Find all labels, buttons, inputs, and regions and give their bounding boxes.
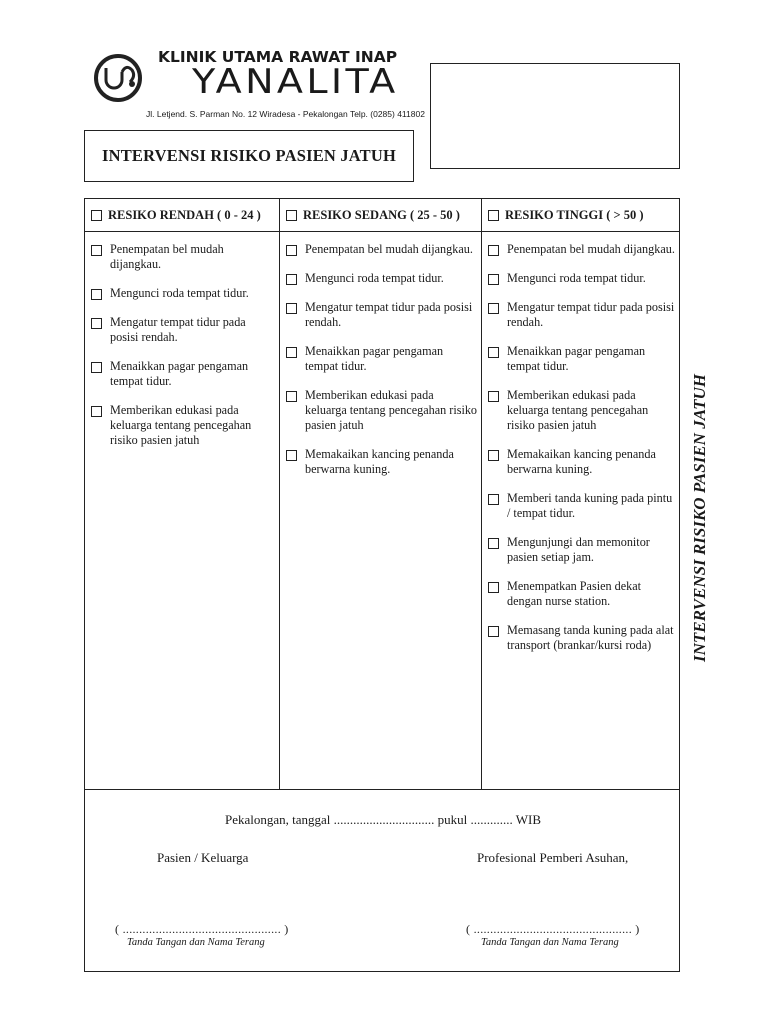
checkbox-low-risk[interactable] bbox=[91, 210, 102, 221]
heading-medium-risk[interactable]: RESIKO SEDANG ( 25 - 50 ) bbox=[286, 208, 460, 223]
high-risk-list bbox=[488, 242, 676, 667]
checkbox[interactable] bbox=[488, 450, 499, 461]
checklist-item-label: Mengatur tempat tidur pada posisi rendah. bbox=[305, 300, 473, 329]
low-risk-list bbox=[91, 242, 275, 462]
checkbox[interactable] bbox=[488, 303, 499, 314]
risk-intervention-table bbox=[84, 198, 680, 972]
checkbox[interactable] bbox=[488, 391, 499, 402]
checkbox[interactable] bbox=[91, 362, 102, 373]
checklist-item[interactable] bbox=[488, 579, 676, 609]
side-vertical-title: INTERVENSI RISIKO PASIEN JATUH bbox=[690, 374, 709, 662]
checkbox[interactable] bbox=[286, 391, 297, 402]
checklist-item-label: Penempatan bel mudah dijangkau. bbox=[305, 242, 473, 256]
checklist-item-label: Mengatur tempat tidur pada posisi rendah. bbox=[507, 300, 675, 329]
checkbox[interactable] bbox=[488, 347, 499, 358]
stethoscope-logo-icon bbox=[92, 50, 148, 106]
checklist-item-label: Memasang tanda kuning pada alat transport (brankar/kursi roda) bbox=[507, 623, 674, 652]
checklist-item-label: Menaikkan pagar pengaman tempat tidur. bbox=[110, 359, 249, 388]
checklist-item-label: Menaikkan pagar pengaman tempat tidur. bbox=[305, 344, 444, 373]
patient-signature-caption: Tanda Tangan dan Nama Terang bbox=[127, 937, 265, 948]
patient-signature-field[interactable]: ( ................................................ ) bbox=[115, 922, 289, 936]
professional-signature-field[interactable]: ( ................................................ ) bbox=[466, 922, 640, 936]
checklist-item-label: Menempatkan Pasien dekat dengan nurse station. bbox=[507, 579, 642, 608]
form-title: INTERVENSI RISIKO PASIEN JATUH bbox=[84, 130, 414, 182]
checklist-item[interactable] bbox=[488, 300, 676, 330]
checkbox[interactable] bbox=[488, 582, 499, 593]
checklist-item-label: Penempatan bel mudah dijangkau. bbox=[507, 242, 675, 256]
checklist-item[interactable] bbox=[488, 242, 676, 257]
checklist-item[interactable] bbox=[91, 403, 275, 448]
checklist-item-label: Memakaikan kancing penanda berwarna kuning. bbox=[507, 447, 656, 476]
clinic-address: Jl. Letjend. S. Parman No. 12 Wiradesa - Pekalongan Telp. (0285) 411802 bbox=[146, 109, 425, 119]
checklist-item[interactable] bbox=[91, 286, 275, 301]
checkbox[interactable] bbox=[286, 303, 297, 314]
checkbox-high-risk[interactable] bbox=[488, 210, 499, 221]
checklist-item-label: Memberikan edukasi pada keluarga tentang pencegahan risiko pasien jatuh bbox=[305, 388, 478, 432]
date-time-line: Pekalongan, tanggal ............................... pukul ............. WIB bbox=[224, 812, 542, 827]
checklist-item[interactable] bbox=[488, 388, 676, 433]
checklist-item-label: Mengunjungi dan memonitor pasien setiap jam. bbox=[507, 535, 650, 564]
checklist-item-label: Mengunci roda tempat tidur. bbox=[110, 286, 249, 300]
checklist-item-label: Menaikkan pagar pengaman tempat tidur. bbox=[507, 344, 646, 373]
checkbox[interactable] bbox=[286, 245, 297, 256]
checklist-item[interactable] bbox=[91, 315, 275, 345]
checkbox[interactable] bbox=[91, 245, 102, 256]
professional-signature-caption: Tanda Tangan dan Nama Terang bbox=[481, 937, 619, 948]
checklist-item[interactable] bbox=[488, 535, 676, 565]
checklist-item-label: Mengunci roda tempat tidur. bbox=[305, 271, 444, 285]
care-professional-label: Profesional Pemberi Asuhan, bbox=[477, 850, 629, 865]
checklist-item-label: Memakaikan kancing penanda berwarna kuning. bbox=[305, 447, 454, 476]
clinic-logo bbox=[92, 44, 425, 124]
checkbox[interactable] bbox=[488, 494, 499, 505]
checkbox[interactable] bbox=[91, 406, 102, 417]
clinic-name: KLINIK UTAMA RAWAT INAP bbox=[158, 48, 398, 66]
checklist-item[interactable] bbox=[286, 344, 478, 374]
checklist-item[interactable] bbox=[286, 271, 478, 286]
checkbox[interactable] bbox=[488, 626, 499, 637]
checklist-item-label: Penempatan bel mudah dijangkau. bbox=[110, 242, 224, 271]
medium-risk-list bbox=[286, 242, 478, 491]
heading-high-risk[interactable]: RESIKO TINGGI ( > 50 ) bbox=[488, 208, 644, 223]
checkbox[interactable] bbox=[91, 318, 102, 329]
checklist-item[interactable] bbox=[488, 623, 676, 653]
clinic-brand: YANALITA bbox=[192, 62, 399, 102]
checklist-item[interactable] bbox=[488, 491, 676, 521]
checkbox[interactable] bbox=[488, 274, 499, 285]
checklist-item[interactable] bbox=[286, 242, 478, 257]
checklist-item[interactable] bbox=[286, 447, 478, 477]
checklist-item-label: Memberikan edukasi pada keluarga tentang pencegahan risiko pasien jatuh bbox=[110, 403, 252, 447]
checklist-item-label: Mengatur tempat tidur pada posisi rendah. bbox=[110, 315, 246, 344]
checkbox-medium-risk[interactable] bbox=[286, 210, 297, 221]
checklist-item[interactable] bbox=[91, 359, 275, 389]
patient-family-label: Pasien / Keluarga bbox=[157, 850, 249, 865]
checklist-item[interactable] bbox=[91, 242, 275, 272]
checklist-item[interactable] bbox=[488, 447, 676, 477]
patient-label-box bbox=[430, 63, 680, 169]
checkbox[interactable] bbox=[286, 347, 297, 358]
checkbox[interactable] bbox=[488, 245, 499, 256]
checklist-item[interactable] bbox=[286, 300, 478, 330]
checkbox[interactable] bbox=[91, 289, 102, 300]
checklist-item-label: Memberi tanda kuning pada pintu / tempat tidur. bbox=[507, 491, 673, 520]
heading-low-risk[interactable]: RESIKO RENDAH ( 0 - 24 ) bbox=[91, 208, 261, 223]
checklist-item[interactable] bbox=[488, 344, 676, 374]
checkbox[interactable] bbox=[488, 538, 499, 549]
checklist-item[interactable] bbox=[286, 388, 478, 433]
checklist-item[interactable] bbox=[488, 271, 676, 286]
checkbox[interactable] bbox=[286, 450, 297, 461]
checklist-item-label: Mengunci roda tempat tidur. bbox=[507, 271, 646, 285]
checklist-item-label: Memberikan edukasi pada keluarga tentang pencegahan risiko pasien jatuh bbox=[507, 388, 649, 432]
checkbox[interactable] bbox=[286, 274, 297, 285]
